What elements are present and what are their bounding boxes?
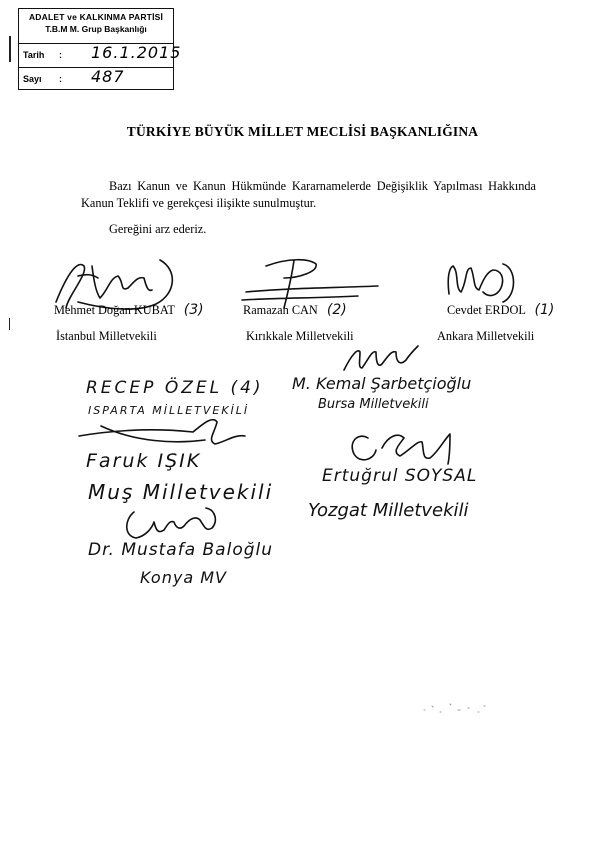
handwritten-mark: (1) — [534, 302, 555, 318]
stamp-date-label: Tarih — [23, 50, 45, 60]
handwritten-recep-title: ISPARTA MİLLETVEKİLİ — [88, 404, 250, 417]
handwritten-mustafa-title: Konya MV — [140, 568, 227, 587]
handwritten-kemal-name: M. Kemal Şarbetçioğlu — [292, 374, 472, 393]
signatory-name: Ramazan CAN — [243, 303, 318, 317]
signatory-name: Mehmet Doğan KUBAT — [54, 303, 175, 317]
stamp-party: ADALET ve KALKINMA PARTİSİ — [28, 12, 164, 22]
document-heading: TÜRKİYE BÜYÜK MİLLET MECLİSİ BAŞKANLIĞINA — [126, 124, 479, 139]
handwritten-recep-name: RECEP ÖZEL (4) — [86, 378, 264, 398]
stamp-number-label: Sayı — [23, 74, 42, 84]
signature-erdol — [443, 258, 523, 308]
signatory-can-title: Kırıkkale Milletvekili — [246, 329, 354, 343]
stamp-group: T.B.M M. Grup Başkanlığı — [45, 24, 147, 34]
handwritten-ertugrul-name: Ertuğrul SOYSAL — [322, 466, 478, 486]
handwritten-mark: (2) — [326, 302, 347, 318]
margin-mark — [9, 318, 10, 330]
handwritten-mustafa-name: Dr. Mustafa Baloğlu — [88, 540, 274, 560]
handwritten-faruk-title: Muş Milletvekili — [88, 480, 274, 504]
stamp-date-value: 16.1.2015 — [91, 43, 182, 62]
stamp-number-row — [19, 68, 173, 92]
signatory-name: Cevdet ERDOL — [447, 303, 526, 317]
scan-specks — [420, 698, 490, 718]
stamp-number-value: 487 — [91, 67, 125, 86]
body-paragraph: Bazı Kanun ve Kanun Hükmünde Kararnamelerde Değişiklik Yapılması Hakkında Kanun Teklifi ve gerekçesi ilişikte sunulmuştur. — [81, 179, 536, 210]
stamp-date-row — [19, 43, 182, 68]
handwritten-faruk-name: Faruk IŞIK — [86, 450, 202, 472]
stamp-header — [19, 12, 173, 44]
signatory-kubat-title: İstanbul Milletvekili — [56, 329, 157, 343]
stamp-colon: : — [59, 50, 62, 60]
signature-isik — [75, 412, 255, 452]
signatory-can-name — [243, 302, 347, 318]
signatory-kubat-name — [54, 302, 204, 318]
registry-stamp — [18, 8, 182, 90]
handwritten-mark: (3) — [183, 302, 204, 318]
handwritten-ertugrul-title: Yozgat Milletvekili — [308, 500, 469, 521]
signatory-erdol-name — [447, 302, 554, 318]
signature-baloglu — [118, 498, 228, 546]
margin-mark — [9, 36, 11, 62]
signatory-erdol-title: Ankara Milletvekili — [437, 329, 535, 343]
stamp-colon: : — [59, 74, 62, 84]
handwritten-kemal-title: Bursa Milletvekili — [318, 397, 429, 412]
closing-line: Gereğini arz ederiz. — [109, 222, 207, 236]
signature-sarbetcioglu — [340, 340, 420, 376]
